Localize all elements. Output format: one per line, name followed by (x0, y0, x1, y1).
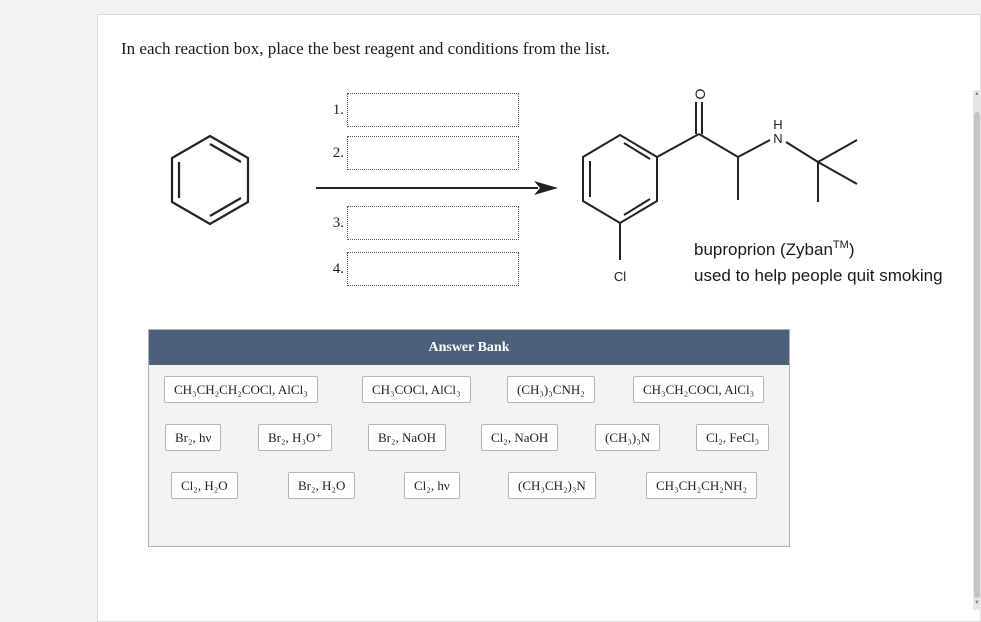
product-name-line (694, 232, 943, 263)
step-number: 3. (332, 214, 344, 231)
step-number: 2. (332, 144, 344, 161)
reaction-arrow (316, 178, 561, 198)
reagent-chip[interactable]: Br₂, hν (165, 424, 221, 451)
reagent-chip[interactable]: Br₂, H₃O⁺ (258, 424, 332, 451)
reaction-box-1[interactable] (347, 93, 519, 127)
reaction-box-2[interactable] (347, 136, 519, 170)
reagent-chip[interactable]: Cl₂, NaOH (481, 424, 558, 451)
step-2 (322, 136, 519, 170)
reagent-chip[interactable]: CH₃COCl, AlCl₃ (362, 376, 471, 403)
reagent-chip[interactable]: Br₂, H₂O (288, 472, 355, 499)
product-name: buproprion (Zyban (694, 240, 833, 259)
nitrogen-label: N (773, 131, 783, 146)
product-name-close: ) (848, 240, 855, 259)
product-description (694, 232, 943, 289)
scroll-up-arrow-icon[interactable]: ▲ (974, 91, 980, 97)
reagent-chip[interactable]: (CH₃)₃N (595, 424, 660, 451)
reagent-chip[interactable]: Cl₂, H₂O (171, 472, 238, 499)
answer-bank (148, 329, 790, 547)
reagent-chip[interactable]: (CH₃CH₂)₃N (508, 472, 596, 499)
step-number: 1. (332, 101, 344, 118)
scroll-down-arrow-icon[interactable]: ▼ (974, 600, 980, 606)
reagent-chip[interactable]: CH₃CH₂COCl, AlCl₃ (633, 376, 764, 403)
reagent-chip[interactable]: (CH₃)₃CNH₂ (507, 376, 595, 403)
step-1 (322, 93, 519, 127)
answer-bank-title: Answer Bank (149, 330, 789, 365)
step-4 (322, 252, 519, 286)
step-3 (322, 206, 519, 240)
reaction-box-3[interactable] (347, 206, 519, 240)
reagent-chip[interactable]: Cl₂, hν (404, 472, 460, 499)
oxygen-label: O (692, 88, 708, 100)
product-use: used to help people quit smoking (694, 266, 943, 285)
reagent-chip[interactable]: Cl₂, FeCl₃ (696, 424, 769, 451)
scrollbar-thumb[interactable] (974, 112, 980, 598)
reagent-chip[interactable]: CH₃CH₂CH₂COCl, AlCl₃ (164, 376, 318, 403)
step-number: 4. (332, 260, 344, 277)
reaction-box-4[interactable] (347, 252, 519, 286)
benzene-reactant (160, 130, 260, 230)
chlorine-label: Cl (613, 269, 627, 284)
hydrogen-label: H (773, 117, 783, 132)
trademark-symbol: TM (832, 239, 849, 251)
instruction-text: In each reaction box, place the best reagent and conditions from the list. (121, 39, 611, 58)
reagent-chip[interactable]: CH₃CH₂CH₂NH₂ (646, 472, 757, 499)
reagent-chip[interactable]: Br₂, NaOH (368, 424, 446, 451)
